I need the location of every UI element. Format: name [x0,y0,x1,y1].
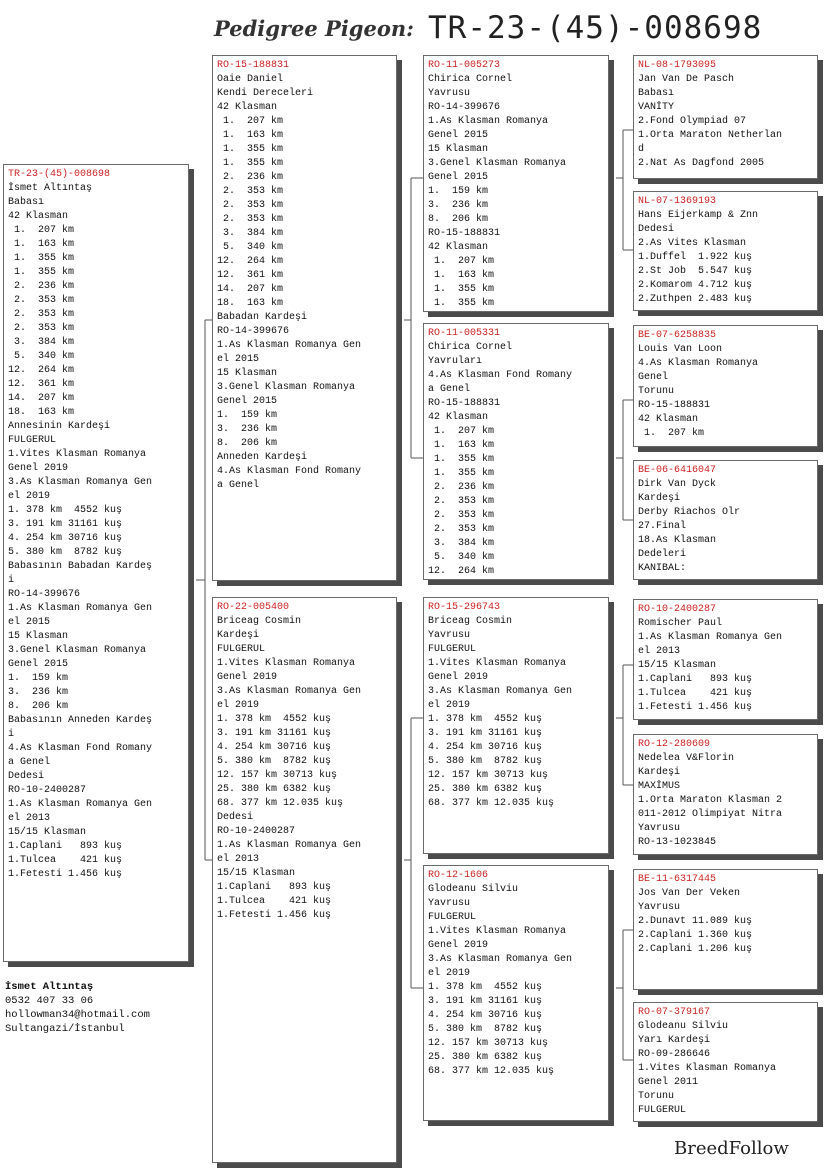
card-line: el 2013 [638,646,681,657]
card-dam-sire [423,597,609,854]
card-line: 1.Caplani 893 kuş [8,841,123,852]
card-line: RO-15-188831 [428,228,501,239]
card-line: Briceag Cosmin [428,616,513,627]
card-line: 2.Fond Olympiad 07 [638,116,747,127]
card-dam-dam [423,865,609,1121]
card-line: Yavrusu [428,630,471,641]
card-line: 3. 191 km 31161 kuş [428,996,543,1007]
card-line: 4. 254 km 30716 kuş [428,1010,543,1021]
ring-number: RO-15-296743 [428,602,501,613]
card-line: 2. 353 km [8,309,75,320]
card-line: el 2015 [217,354,260,365]
card-sire [212,55,397,581]
card-line: 3.Genel Klasman Romanya [428,158,567,169]
card-line: MAXİMUS [638,781,681,792]
card-line: a Genel [428,384,471,395]
card-line: Genel 2019 [428,940,489,951]
card-line: Jos Van Der Veken [638,888,741,899]
card-line: 1. 355 km [8,267,75,278]
card-line: 2. 353 km [428,510,495,521]
ring-number: BE-06-6416047 [638,465,717,476]
card-line: 15/15 Klasman [217,868,296,879]
card-line: RO-10-2400287 [8,785,87,796]
card-line: 1. 207 km [638,428,705,439]
ring-number: NL-08-1793095 [638,60,717,71]
card-line: 1.As Klasman Romanya Gen [8,799,153,810]
card-line: 4.As Klasman Fond Romany [428,370,573,381]
card-lines [217,73,393,493]
card-lines [638,209,814,307]
card-line: 3. 236 km [217,424,278,435]
card-line: 2. 353 km [428,524,495,535]
pedigree-ring-number: TR-23-(45)-008698 [428,10,763,46]
card-line: 1. 355 km [428,468,495,479]
card-line: FULGERUL [8,435,57,446]
card-line: 42 Klasman [428,412,489,423]
card-line: Nedelea V&Florin [638,753,735,764]
connector-subject [196,320,212,860]
card-line: Torunu [638,386,675,397]
card-line: 12. 264 km [8,365,75,376]
card-line: 1.Vites Klasman Romanya [217,658,356,669]
brand-logo-text: BreedFollow [674,1138,789,1159]
card-line: 1.Caplani 893 kuş [638,674,753,685]
card-line: 1. 355 km [217,144,284,155]
card-line: Dedeleri [638,549,687,560]
card-line: Yavrusu [428,88,471,99]
card-line: 1. 163 km [428,440,495,451]
card-line: 2.Zuthpen 2.483 kuş [638,294,753,305]
card-line: 1. 207 km [428,256,495,267]
card-line: FULGERUL [428,912,477,923]
card-line: el 2013 [8,813,51,824]
card-line: el 2019 [428,700,471,711]
card-line: 2.As Vites Klasman [638,238,747,249]
owner-info [5,980,150,1036]
card-line: 011-2012 Olimpiyat Nitra [638,809,783,820]
card-lines [428,341,605,579]
connector-ss [616,130,633,250]
card-line: el 2019 [428,968,471,979]
card-line: 1.Vites Klasman Romanya [638,1063,777,1074]
card-line: 2. 236 km [217,172,284,183]
card-line: Romischer Paul [638,618,723,629]
ring-number: RO-10-2400287 [638,604,717,615]
card-line: 1.Tulcea 421 kuş [638,688,753,699]
card-line: 18. 163 km [8,407,75,418]
card-line: FULGERUL [217,644,266,655]
card-line: 12. 361 km [8,379,75,390]
card-sire-sire-sire [633,55,818,179]
card-line: İsmet Altıntaş [8,183,93,194]
card-line: 1.As Klasman Romanya Gen [217,840,362,851]
card-line: Genel 2015 [217,396,278,407]
card-line: 8. 206 km [217,438,278,449]
connector-ds [616,665,633,785]
card-line: Genel 2011 [638,1077,699,1088]
card-line: 42 Klasman [8,211,69,222]
card-lines [428,73,605,311]
card-line: 3. 384 km [8,337,75,348]
connector-sd [616,400,633,520]
card-line: Babası [638,88,675,99]
card-line: 12. 157 km 30713 kuş [428,1038,549,1049]
card-line: 1.Fetesti 1.456 kuş [217,910,332,921]
connector-dam [404,718,423,988]
card-line: 27.Final [638,521,687,532]
card-line: 4.As Klasman Romanya [638,358,759,369]
card-line: a Genel [217,480,260,491]
card-line: 5. 340 km [217,242,284,253]
card-line: 1. 355 km [8,253,75,264]
card-line: 1. 378 km 4552 kuş [428,714,543,725]
ring-number: RO-11-005273 [428,60,501,71]
card-line: 3. 236 km [428,200,489,211]
card-line: Kendi Dereceleri [217,88,314,99]
card-line: el 2013 [217,854,260,865]
card-line: d [638,144,645,155]
card-line: Genel 2019 [217,672,278,683]
connector-sire [404,178,423,458]
card-line: i [8,575,15,586]
card-line: 1.Orta Maraton Klasman 2 [638,795,783,806]
card-line: 3. 384 km [217,228,284,239]
card-line: 3. 191 km 31161 kuş [8,519,123,530]
card-line: 15/15 Klasman [638,660,717,671]
card-line: Genel 2015 [8,659,69,670]
card-line: 2.Caplani 1.360 kuş [638,930,753,941]
card-sire-sire [423,55,609,312]
card-line: 68. 377 km 12.035 kuş [428,798,555,809]
card-line: 4. 254 km 30716 kuş [8,533,123,544]
card-line: RO-14-399676 [8,589,81,600]
card-line: 1. 207 km [217,116,284,127]
card-line: Genel [638,372,669,383]
card-line: Briceag Cosmin [217,616,302,627]
card-line: 2. 353 km [8,295,75,306]
card-line: 1. 207 km [8,225,75,236]
card-line: 15 Klasman [8,631,69,642]
card-line: 3.Genel Klasman Romanya [217,382,356,393]
card-line: 1. 378 km 4552 kuş [8,505,123,516]
card-line: 2.St Job 5.547 kuş [638,266,753,277]
ring-number: BE-11-6317445 [638,874,717,885]
card-line: Louis Van Loon [638,344,723,355]
card-line: Kardeşi [217,630,260,641]
card-lines [217,615,393,923]
card-line: 12. 157 km 30713 kuş [428,770,549,781]
card-line: 12. 264 km [217,256,284,267]
card-line: 3. 384 km [428,538,495,549]
card-line: 8. 206 km [428,214,489,225]
card-line: Yavrusu [638,902,681,913]
card-line: 2. 236 km [428,482,495,493]
card-line: Kardeşi [638,767,681,778]
card-line: 5. 380 km 8782 kuş [428,1024,543,1035]
card-line: 18. 163 km [217,298,284,309]
card-line: Derby Riachos Olr [638,507,741,518]
card-line: Hans Eijerkamp & Znn [638,210,759,221]
card-line: 1.Duffel 1.922 kuş [638,252,753,263]
card-line: 1. 355 km [428,454,495,465]
ring-number: NL-07-1369193 [638,196,717,207]
card-line: 12. 157 km 30713 kuş [217,770,338,781]
card-line: 1. 207 km [428,426,495,437]
card-lines [638,73,814,171]
card-line: 2. 353 km [217,200,284,211]
card-line: 12. 361 km [217,270,284,281]
card-line: 1.As Klasman Romanya Gen [638,632,783,643]
ring-number: BE-07-6258835 [638,330,717,341]
card-line: Chirica Cornel [428,74,513,85]
card-line: Yavrusu [428,898,471,909]
card-dam [212,597,397,1163]
card-line: 25. 380 km 6382 kuş [428,784,543,795]
card-line: 1. 159 km [8,673,69,684]
card-lines [638,1020,814,1118]
card-line: 42 Klasman [428,242,489,253]
card-line: 42 Klasman [217,102,278,113]
card-line: 2.Nat As Dagfond 2005 [638,158,765,169]
card-line: Dedesi [8,771,45,782]
ring-number: RO-12-280609 [638,739,711,750]
card-line: 5. 340 km [428,552,495,563]
card-dam-sire-sire [633,599,818,720]
card-line: 1.As Klasman Romanya Gen [217,340,362,351]
card-line: Genel 2015 [428,172,489,183]
ring-number: RO-11-005331 [428,328,501,339]
owner-name: İsmet Altıntaş [5,981,94,993]
card-line: 5. 380 km 8782 kuş [217,756,332,767]
card-line: 1. 159 km [428,186,489,197]
card-line: Babadan Kardeşi [217,312,308,323]
card-line: Yavrusu [638,823,681,834]
card-line: 1. 163 km [428,270,495,281]
card-line: 2. 353 km [217,214,284,225]
card-line: Yarı Kardeşi [638,1035,711,1046]
card-line: 2. 353 km [8,323,75,334]
card-line: 2.Caplani 1.206 kuş [638,944,753,955]
card-subject [3,164,189,962]
card-line: 2.Dunavt 11.089 kuş [638,916,753,927]
ring-number: TR-23-(45)-008698 [8,169,111,180]
card-line: 1.As Klasman Romanya Gen [8,603,153,614]
card-line: 3. 236 km [8,687,69,698]
card-line: 18.As Klasman [638,535,717,546]
card-line: 1. 378 km 4552 kuş [428,982,543,993]
card-line: RO-14-399676 [428,102,501,113]
card-lines [638,478,814,576]
card-line: 3.As Klasman Romanya Gen [217,686,362,697]
card-line: 12. 264 km [428,566,495,577]
card-line: el 2015 [8,617,51,628]
card-line: VANİTY [638,102,675,113]
card-line: 25. 380 km 6382 kuş [428,1052,543,1063]
card-line: 3. 191 km 31161 kuş [217,728,332,739]
card-line: Genel 2019 [8,463,69,474]
card-lines [428,615,605,811]
ring-number: RO-15-188831 [217,60,290,71]
card-line: 1. 163 km [8,239,75,250]
card-dam-dam-sire [633,869,818,990]
card-sire-dam-dam [633,460,818,580]
card-line: 1. 159 km [217,410,278,421]
card-sire-sire-dam [633,191,818,311]
card-line: Dedesi [217,812,254,823]
card-line: Jan Van De Pasch [638,74,735,85]
card-line: 1. 355 km [428,298,495,309]
card-line: 3.As Klasman Romanya Gen [428,686,573,697]
card-line: RO-14-399676 [217,326,290,337]
card-line: 42 Klasman [638,414,699,425]
card-line: RO-13-1023845 [638,837,717,848]
card-line: 1.Tulcea 421 kuş [8,855,123,866]
card-line: 2. 353 km [428,496,495,507]
card-line: 15/15 Klasman [8,827,87,838]
card-line: 2. 236 km [8,281,75,292]
card-line: 1. 355 km [217,158,284,169]
card-line: Dirk Van Dyck [638,479,717,490]
card-line: 15 Klasman [217,368,278,379]
card-dam-sire-dam [633,734,818,855]
card-line: 25. 380 km 6382 kuş [217,784,332,795]
card-line: 4. 254 km 30716 kuş [428,742,543,753]
card-line: 8. 206 km [8,701,69,712]
card-line: a Genel [8,757,51,768]
card-line: 68. 377 km 12.035 kuş [428,1066,555,1077]
card-line: RO-10-2400287 [217,826,296,837]
card-lines [428,883,605,1079]
card-line: 1. 378 km 4552 kuş [217,714,332,725]
card-sire-dam [423,323,609,580]
connector-dd [616,930,633,1060]
card-line: Babası [8,197,45,208]
card-line: RO-09-286646 [638,1049,711,1060]
card-line: 14. 207 km [217,284,284,295]
card-line: Yavruları [428,356,483,367]
card-line: i [8,729,15,740]
card-line: 1.Tulcea 421 kuş [217,896,332,907]
card-line: Anneden Kardeşi [217,452,308,463]
card-lines [8,182,185,882]
card-line: Genel 2019 [428,672,489,683]
card-line: RO-15-188831 [638,400,711,411]
card-line: Chirica Cornel [428,342,513,353]
card-line: Annesinin Kardeşi [8,421,111,432]
card-line: 2.Komarom 4.712 kuş [638,280,753,291]
card-line: Kardeşi [638,493,681,504]
ring-number: RO-12-1606 [428,870,489,881]
card-line: Glodeanu Silviu [428,884,519,895]
card-line: 1.Vites Klasman Romanya [428,926,567,937]
card-line: Glodeanu Silviu [638,1021,729,1032]
owner-phone: 0532 407 33 06 [5,995,94,1007]
card-line: 4.As Klasman Fond Romany [217,466,362,477]
card-line: 1.Vites Klasman Romanya [428,658,567,669]
card-line: 5. 340 km [8,351,75,362]
card-lines [638,617,814,715]
card-sire-dam-sire [633,325,818,447]
card-line: 3. 191 km 31161 kuş [428,728,543,739]
owner-location: Sultangazi/İstanbul [5,1023,125,1035]
card-line: Babasının Babadan Kardeş [8,561,153,572]
card-line: 5. 380 km 8782 kuş [8,547,123,558]
card-dam-dam-dam [633,1002,818,1122]
card-line: 3.Genel Klasman Romanya [8,645,147,656]
card-line: 4. 254 km 30716 kuş [217,742,332,753]
card-line: 68. 377 km 12.035 kuş [217,798,344,809]
card-line: Genel 2015 [428,130,489,141]
ring-number: RO-07-379167 [638,1007,711,1018]
card-line: RO-15-188831 [428,398,501,409]
card-line: 1.Caplani 893 kuş [217,882,332,893]
card-line: Dedesi [638,224,675,235]
pedigree-title: Pedigree Pigeon: [214,16,414,41]
card-line: el 2019 [8,491,51,502]
card-lines [638,752,814,850]
card-line: 1.As Klasman Romanya [428,116,549,127]
card-line: FULGERUL [638,1105,687,1116]
card-line: 3.As Klasman Romanya Gen [8,477,153,488]
card-line: 1.Vites Klasman Romanya [8,449,147,460]
card-line: 2. 353 km [217,186,284,197]
card-line: KANIBAL: [638,563,687,574]
card-line: 4.As Klasman Fond Romany [8,743,153,754]
card-line: 1. 355 km [428,284,495,295]
card-line: Babasının Anneden Kardeş [8,715,153,726]
card-line: 1.Fetesti 1.456 kuş [638,702,753,713]
ring-number: RO-22-005400 [217,602,290,613]
card-line: 1.Orta Maraton Netherlan [638,130,783,141]
card-line: 1.Fetesti 1.456 kuş [8,869,123,880]
card-line: 15 Klasman [428,144,489,155]
card-lines [638,343,814,441]
card-lines [638,887,814,957]
card-line: 3.As Klasman Romanya Gen [428,954,573,965]
card-line: 14. 207 km [8,393,75,404]
owner-email: hollowman34@hotmail.com [5,1009,150,1021]
card-line: 5. 380 km 8782 kuş [428,756,543,767]
card-line: Oaie Daniel [217,74,284,85]
card-line: el 2019 [217,700,260,711]
card-line: FULGERUL [428,644,477,655]
card-line: 1. 163 km [217,130,284,141]
card-line: Torunu [638,1091,675,1102]
